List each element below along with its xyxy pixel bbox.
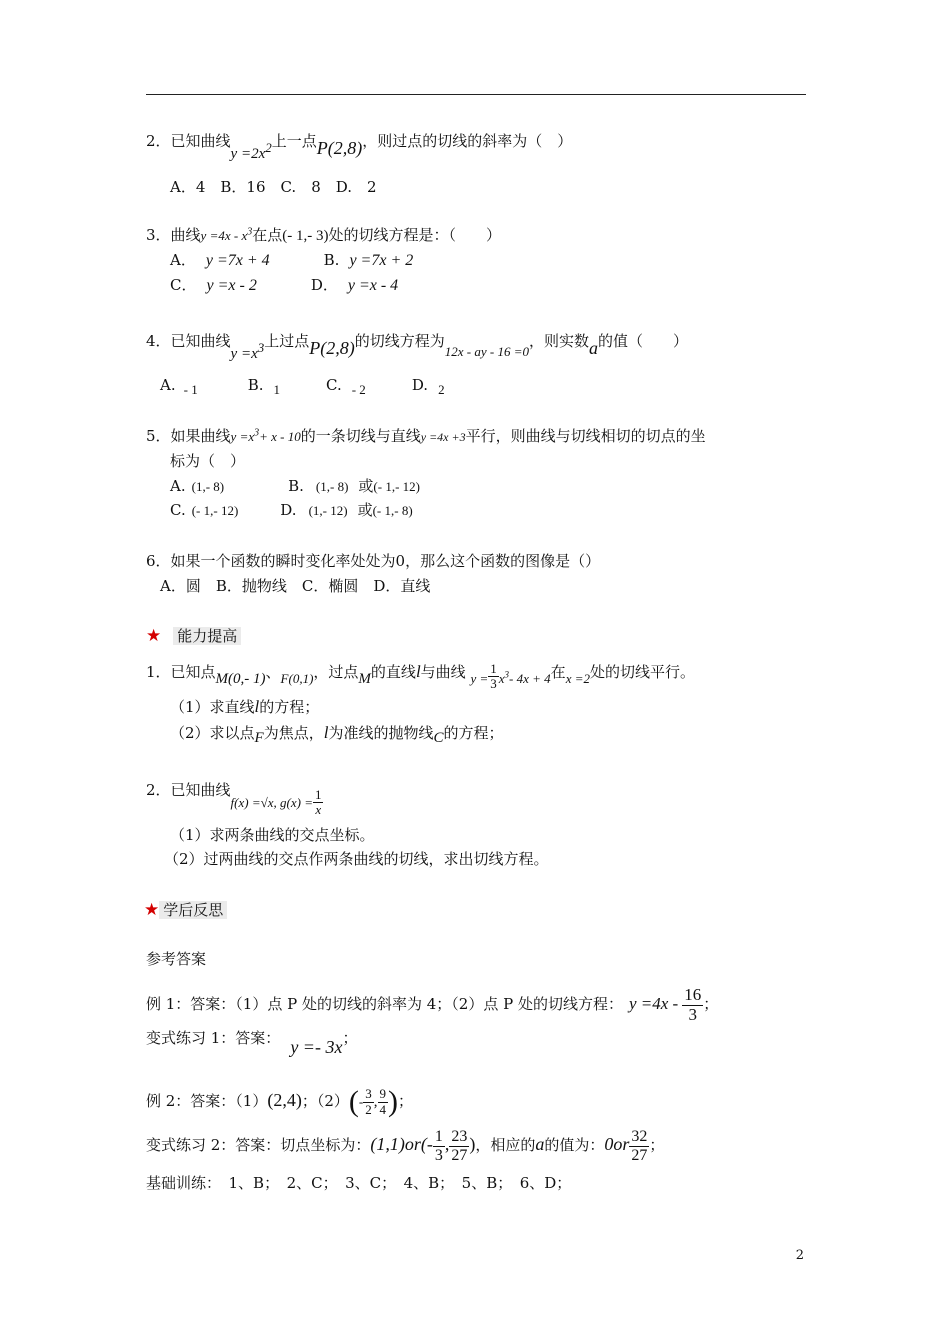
header-rule — [146, 94, 806, 95]
q3-options-cd: C． y =x - 2 D． y =x - 4 — [170, 276, 399, 294]
q5-line: y =4x +3 — [420, 430, 466, 444]
question-6: 6．如果一个函数的瞬时变化率处处为0，那么这个函数的图像是（） — [146, 552, 601, 570]
star-icon: ★ — [146, 626, 162, 646]
q2-tail: ，则过点的切线的斜率为（ ） — [362, 132, 573, 150]
problem-2-part-2: （2）过两曲线的交点作两条曲线的切线，求出切线方程。 — [164, 850, 549, 868]
q4-eq: $y =x^3$ — [230, 340, 265, 362]
q3-point: (- 1,- 3) — [282, 228, 329, 244]
q5-options-cd: C. (- 1,- 12) D. (1,- 12) 或(- 1,- 8) — [170, 501, 413, 519]
q2-text: 2．已知曲线 — [146, 132, 231, 150]
q2-options: A．4 B．16 C. 8 D. 2 — [170, 178, 377, 196]
problem-1: 1．已知点M(0,- 1)、F(0,1)，过点M的直线l与曲线 y = $\frac{1}{3}$ $x^3-$ 4x + 4在x =2处的切线平行。 — [146, 661, 695, 692]
q4-var-a: a — [589, 338, 598, 358]
star-icon: ★ — [144, 900, 160, 920]
answer-variant-1: 变式练习 1：答案： y =- 3x； — [146, 1029, 358, 1057]
question-5: 5．如果曲线$y =x^3+ x - 10$的一条切线与直线y =4x +3平行，则曲线与切线相切的切点的坐 — [146, 427, 706, 445]
answers-title: 参考答案 — [146, 950, 207, 968]
section-title: 学后反思 — [159, 901, 227, 919]
answer-example-1: 例 1：答案：（1）点 P 处的切线的斜率为 4；（2）点 P 处的切线方程： y =4x - $\frac{16}{3}$ ； — [146, 985, 719, 1024]
q5-options-ab: A. (1,- 8) B. (1,- 8) 或(- 1,- 12) — [170, 477, 420, 495]
question-2 — [146, 128, 573, 162]
q5-continued: 标为（ ） — [170, 452, 246, 470]
q3-eq: $y =4x - x^3$ — [200, 226, 253, 243]
q6-options: A．圆 B．抛物线 C．椭圆 D．直线 — [160, 577, 431, 595]
q5-eq: $y =x^3+ x - 10$ — [230, 427, 301, 444]
question-4: 4．已知曲线$y =x^3$上过点P(2,8)的切线方程为12x - ay - 16 =0，则实数a的值（ ） — [146, 332, 689, 362]
section-title: 能力提高 — [173, 627, 241, 645]
q2-eq: $y =2x^2$ — [230, 140, 272, 162]
answer-basic-training: 基础训练： 1、B； 2、C； 3、C； 4、B； 5、B； 6、D； — [146, 1174, 572, 1192]
q2-mid: 上一点 — [271, 132, 317, 150]
section-reflection — [144, 900, 227, 920]
problem-2-part-1: （1）求两条曲线的交点坐标。 — [170, 826, 375, 844]
problem-1-part-1: （1）求直线l的方程； — [170, 697, 320, 716]
q2-point: P(2,8) — [316, 138, 363, 158]
q4-point: P(2,8) — [309, 338, 355, 358]
page-number: 2 — [795, 1248, 804, 1263]
q4-line: 12x - ay - 16 =0 — [444, 344, 529, 359]
question-3: 3．曲线$y =4x - x^3$在点(- 1,- 3)处的切线方程是：（ ） — [146, 226, 501, 244]
answer-variant-2: 变式练习 2：答案：切点坐标为：(1,1)or(- $\frac{1}{3}$ , $\frac{23}{27}$ )，相应的a的值为：0or $\frac{32}{27}$ ； — [146, 1128, 665, 1164]
answer-example-2: 例 2：答案：（1）(2,4)；（2）(- $\frac{3}{2}$ , $\frac{9}{4}$ )； — [146, 1085, 414, 1118]
problem-2: 2．已知曲线f(x) =√x, g(x) = $\frac{1}{x}$ — [146, 780, 322, 818]
q4-options: A. - 1 B. 1 C. - 2 D. 2 — [160, 376, 445, 397]
section-ability — [146, 626, 241, 646]
problem-1-part-2: （2）求以点F为焦点，l为准线的抛物线C的方程； — [170, 723, 504, 746]
q3-options-ab: A． y =7x + 4 B. y =7x + 2 — [170, 251, 414, 269]
